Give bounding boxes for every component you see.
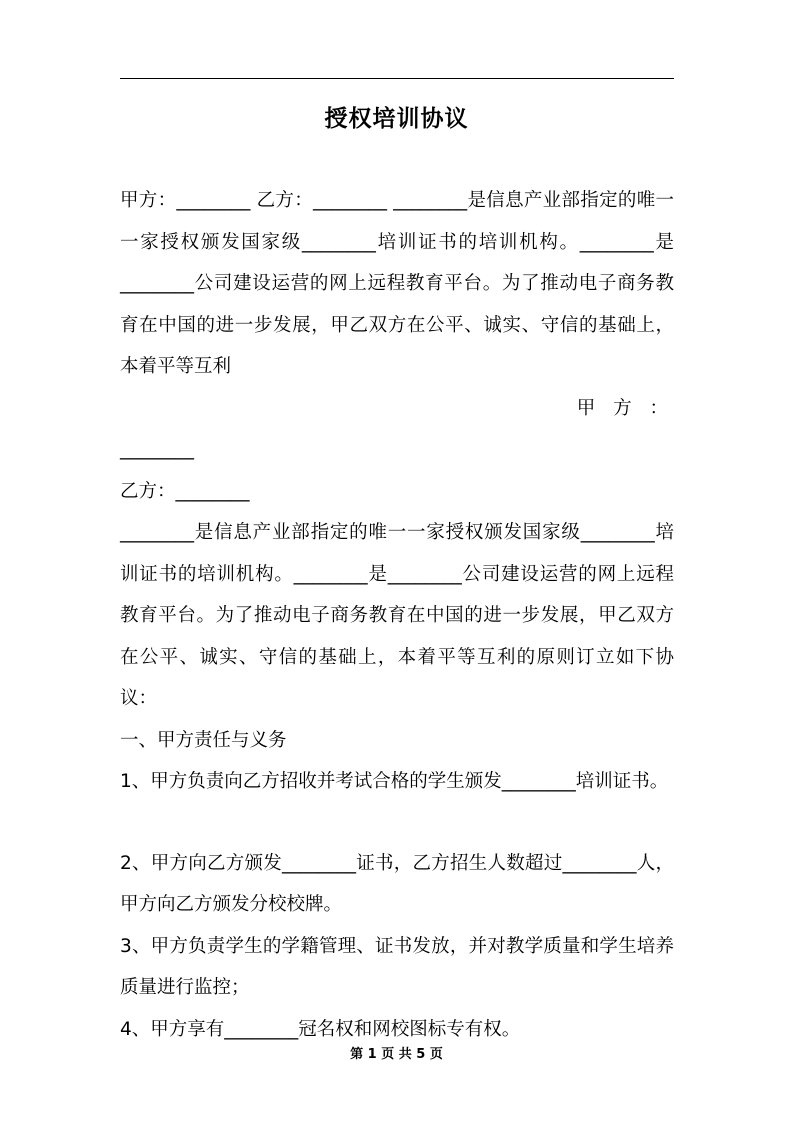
intro-paragraph: 甲方：________ 乙方：________ ________是信息产业部指定的唯一一家授权颁发国家级________培训证书的培训机构。________是________公司建设运营的网上远程教育平台。为了推动电子商务教育在中国的进一步发展，甲乙双方在公平、诚实、守信的基础上，本着平等互利 xyxy=(120,190,674,377)
header-rule xyxy=(120,78,674,79)
clause-3: 3、甲方负责学生的学籍管理、证书发放，并对教学质量和学生培养质量进行监控； xyxy=(120,935,674,998)
clause-4: 4、甲方享有________冠名权和网校图标专有权。 xyxy=(120,1018,521,1040)
paragraph-gap xyxy=(120,803,674,843)
clause-2: 2、甲方向乙方颁发________证书，乙方招生人数超过________人，甲方向乙方颁发分校校牌。 xyxy=(120,852,674,915)
document-title: 授权培训协议 xyxy=(324,106,469,132)
page-footer: 第 1 页 共 5 页 xyxy=(350,1047,443,1062)
clause-1: 1、甲方负责向乙方招收并考试合格的学生颁发________培训证书。 xyxy=(120,771,669,792)
preamble-paragraph: ________是信息产业部指定的唯一一家授权颁发国家级________培训证书的培训机构。________是________公司建设运营的网上远程教育平台。为了推动电子商务教育在中国的进一步发展，甲乙双方在公平、诚实、守信的基础上，本着平等互利的原则订立如下协议： xyxy=(120,522,674,709)
party-a-blank: ________ xyxy=(120,439,194,460)
section-heading-party-a-duties: 一、甲方责任与义务 xyxy=(120,729,287,751)
party-a-label: 甲 方 ： xyxy=(576,397,674,419)
document-body xyxy=(120,180,674,1050)
party-b-line: 乙方：________ xyxy=(120,480,250,502)
